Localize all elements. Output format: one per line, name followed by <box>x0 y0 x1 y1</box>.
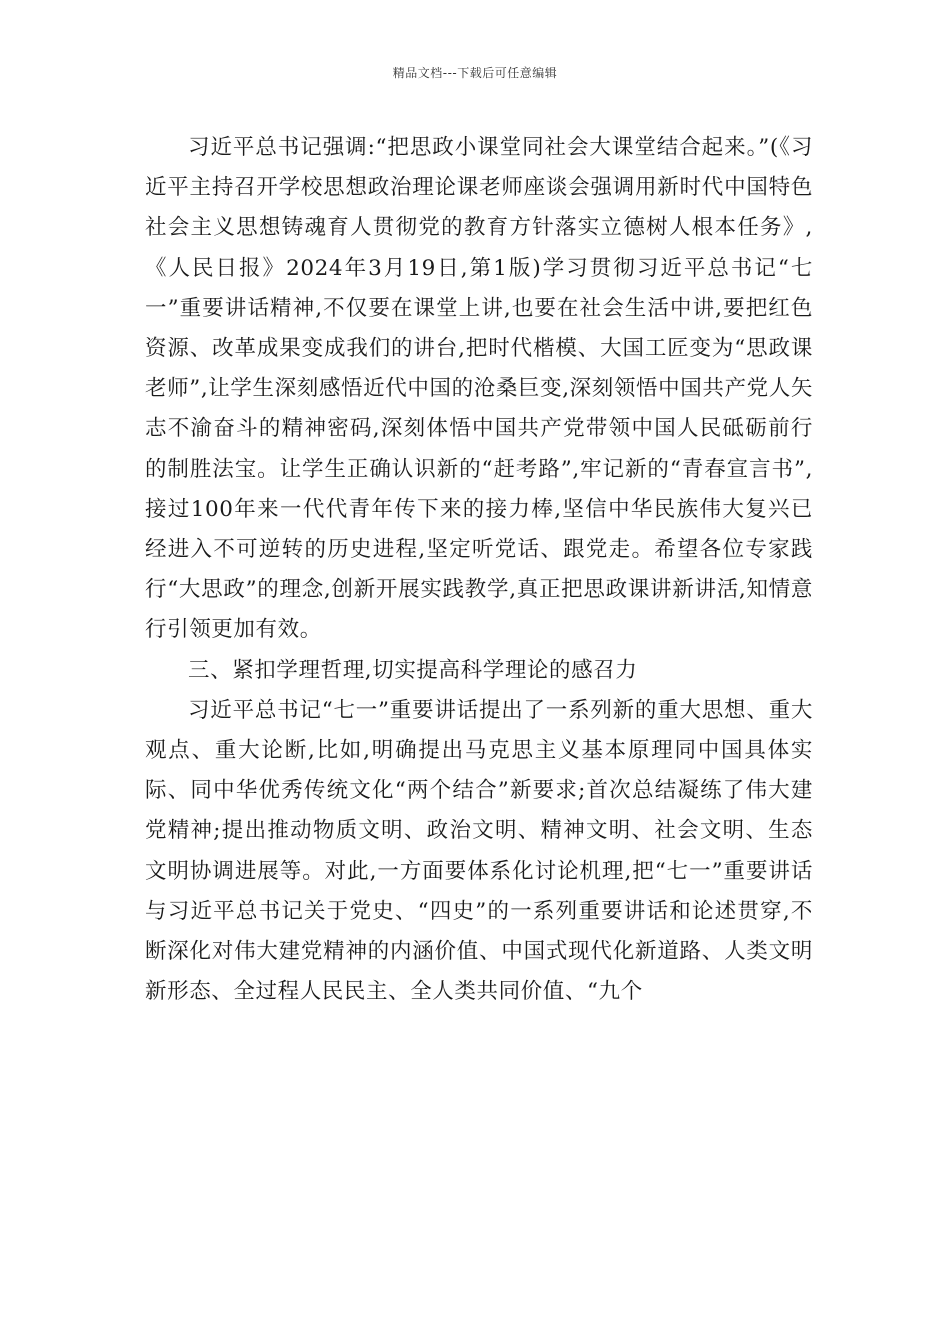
paragraph-1: 习近平总书记强调:“把思政小课堂同社会大课堂结合起来。”(《习近平主持召开学校思想政治理论课老师座谈会强调用新时代中国特色社会主义思想铸魂育人贯彻党的教育方针落实立德树人根本任务》,《人民日报》2024年3月19日,第1版)学习贯彻习近平总书记“七一”重要讲话精神,不仅要在课堂上讲,也要在社会生活中讲,要把红色资源、改革成果变成我们的讲台,把时代楷模、大国工匠变为“思政课老师”,让学生深刻感悟近代中国的沧桑巨变,深刻领悟中国共产党人矢志不渝奋斗的精神密码,深刻体悟中国共产党带领中国人民砥砺前行的制胜法宝。让学生正确认识新的“赶考路”,牢记新的“青春宣言书”,接过100年来一代代青年传下来的接力棒,坚信中华民族伟大复兴已经进入不可逆转的历史进程,坚定听党话、跟党走。希望各位专家践行“大思政”的理念,创新开展实践教学,真正把思政课讲新讲活,知情意行引领更加有效。 <box>145 135 813 643</box>
paragraph-2: 习近平总书记“七一”重要讲话提出了一系列新的重大思想、重大观点、重大论断,比如,明确提出马克思主义基本原理同中国具体实际、同中华优秀传统文化“两个结合”新要求;首次总结凝练了伟大建党精神;提出推动物质文明、政治文明、精神文明、社会文明、生态文明协调进展等。对此,一方面要体系化讨论机理,把“七一”重要讲话与习近平总书记关于党史、“四史”的一系列重要讲话和论述贯穿,不断深化对伟大建党精神的内涵价值、中国式现代化新道路、人类文明新形态、全过程人民民主、全人类共同价值、“九个 <box>145 697 813 1005</box>
page-header: 精品文档---下载后可任意编辑 <box>392 66 558 80</box>
document-body <box>145 128 813 1012</box>
section-heading: 三、紧扣学理哲理,切实提高科学理论的感召力 <box>188 657 638 683</box>
